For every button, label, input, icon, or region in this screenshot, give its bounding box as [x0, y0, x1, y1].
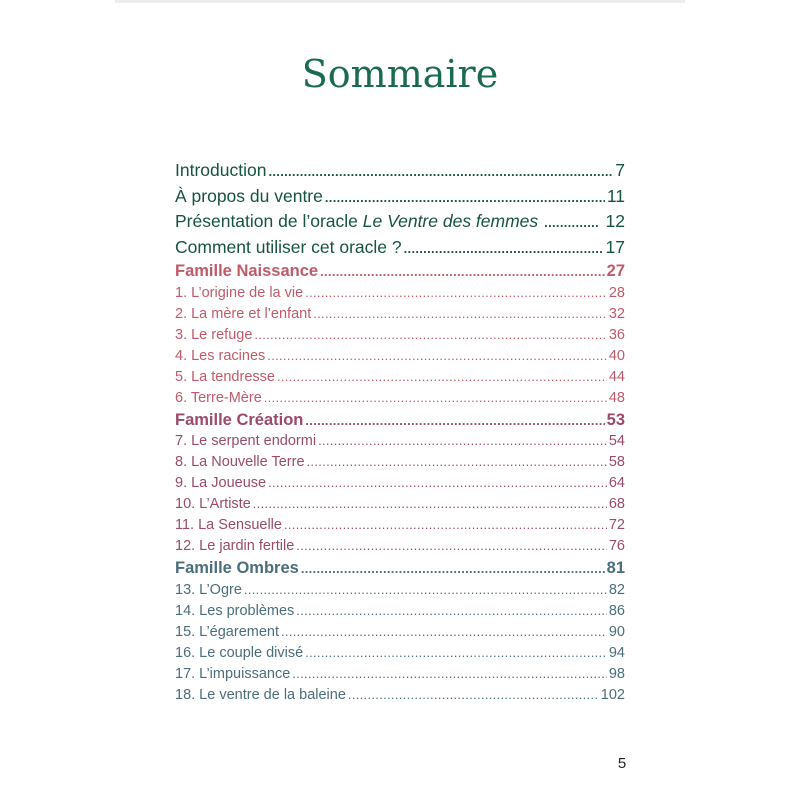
dot-leader [281, 624, 607, 639]
toc-entry-page: 86 [608, 602, 625, 619]
toc-entry[interactable] [175, 306, 625, 327]
toc-entry-label-emphasis: Le Ventre des femmes [362, 211, 539, 231]
toc-family-heading[interactable] [175, 262, 625, 285]
toc-entry-page: 102 [600, 686, 625, 703]
toc-entry-label: À propos du ventre [175, 185, 323, 206]
toc-entry-label: 5. La tendresse [175, 368, 275, 385]
toc-entry-page: 48 [608, 389, 625, 406]
toc-entry-page: 94 [608, 644, 625, 661]
toc-entry-label: 1. L’origine de la vie [175, 284, 304, 301]
toc-entry-a-propos[interactable] [175, 186, 625, 212]
toc-entry-label: 3. Le refuge [175, 326, 253, 343]
toc-entry-label: 15. L’égarement [175, 623, 279, 640]
toc-entry-presentation[interactable] [175, 211, 625, 237]
families-list [175, 262, 625, 708]
toc-entry-label: 2. La mère et l’enfant [175, 305, 312, 322]
dot-leader [305, 285, 607, 300]
dot-leader [305, 413, 604, 428]
toc-family-heading[interactable] [175, 559, 625, 582]
dot-leader [254, 327, 606, 342]
toc-entry-page: 32 [608, 305, 625, 322]
dot-leader [296, 538, 607, 553]
toc-entry-page: 11 [606, 185, 625, 206]
toc-entry[interactable] [175, 475, 625, 496]
toc-entry[interactable] [175, 454, 625, 475]
toc-family-label: Famille Naissance [175, 262, 319, 280]
toc-entry[interactable] [175, 517, 625, 538]
toc-entry-label: 11. La Sensuelle [175, 517, 282, 533]
toc-family-heading[interactable] [175, 411, 625, 434]
table-of-contents [175, 160, 625, 708]
toc-entry[interactable] [175, 348, 625, 369]
toc-entry-page: 28 [608, 284, 625, 301]
toc-entry[interactable] [175, 624, 625, 645]
toc-entry[interactable] [175, 327, 625, 348]
toc-family-label: Famille Ombres [175, 559, 299, 577]
toc-entry-page: 44 [608, 368, 625, 385]
toc-entry[interactable] [175, 666, 625, 687]
toc-entry-page: 98 [608, 665, 625, 682]
toc-entry-label: 10. L’Artiste [175, 496, 251, 512]
toc-entry[interactable] [175, 369, 625, 390]
toc-family-page: 53 [606, 410, 625, 429]
toc-entry-page: 40 [608, 347, 625, 364]
dot-leader [301, 561, 605, 576]
toc-entry-page: 64 [608, 475, 625, 491]
toc-entry-page: 12 [605, 211, 625, 231]
toc-entry[interactable] [175, 645, 625, 666]
toc-entry-page: 58 [608, 454, 625, 470]
toc-entry[interactable] [175, 603, 625, 624]
toc-entry[interactable] [175, 390, 625, 411]
toc-entry-page: 90 [608, 623, 625, 640]
toc-entry-page: 7 [615, 160, 625, 180]
toc-entry-label: 12. Le jardin fertile [175, 538, 295, 554]
toc-entry-label: 16. Le couple divisé [175, 644, 304, 661]
dot-leader [325, 190, 605, 205]
toc-entry-label: 4. Les racines [175, 347, 266, 364]
toc-family-page: 27 [606, 262, 625, 280]
page-number: 5 [617, 755, 627, 772]
dot-leader [268, 475, 607, 490]
toc-entry-page: 68 [608, 496, 625, 512]
dot-leader [292, 666, 607, 681]
dot-leader [244, 582, 607, 597]
toc-entry-label: Introduction [175, 160, 267, 180]
toc-entry-label: 14. Les problèmes [175, 602, 295, 619]
toc-entry-page: 72 [608, 517, 625, 533]
toc-entry-page: 76 [608, 538, 625, 554]
toc-entry-page: 82 [608, 581, 625, 598]
toc-entry-label: 9. La Joueuse [175, 475, 267, 491]
dot-leader [348, 687, 599, 702]
toc-entry[interactable] [175, 538, 625, 559]
dot-leader [318, 433, 607, 448]
toc-entry-page: 36 [608, 326, 625, 343]
dot-leader [277, 369, 607, 384]
toc-entry-page: 17 [605, 236, 625, 257]
toc-family-label: Famille Création [175, 410, 304, 429]
toc-entry-label: 8. La Nouvelle Terre [175, 454, 305, 470]
toc-entry-label [175, 211, 538, 232]
dot-leader [268, 164, 613, 179]
toc-entry[interactable] [175, 285, 625, 306]
toc-entry-page: 54 [608, 433, 625, 449]
dot-leader [307, 454, 607, 469]
toc-entry-introduction[interactable] [175, 160, 625, 186]
dot-leader [404, 241, 604, 256]
toc-entry-label-prefix: Présentation de l’oracle [175, 211, 363, 231]
top-rule [115, 0, 685, 3]
dot-leader [313, 306, 607, 321]
toc-entry-label: Comment utiliser cet oracle ? [175, 236, 402, 257]
toc-entry[interactable] [175, 433, 625, 454]
dot-leader [305, 645, 607, 660]
toc-entry[interactable] [175, 687, 625, 708]
dot-leader [320, 264, 605, 279]
dot-leader [253, 496, 607, 511]
dot-leader [267, 348, 607, 363]
toc-entry-label: 18. Le ventre de la baleine [175, 686, 346, 703]
toc-entry-label: 17. L’impuissance [175, 665, 291, 682]
dot-leader [284, 517, 607, 532]
toc-entry[interactable] [175, 582, 625, 603]
toc-entry-label: 13. L’Ogre [175, 581, 242, 598]
toc-entry-label: 6. Terre-Mère [175, 389, 262, 406]
toc-entry[interactable] [175, 496, 625, 517]
dot-leader [264, 390, 607, 405]
dot-leader [296, 603, 607, 618]
toc-entry-label: 7. Le serpent endormi [175, 433, 317, 449]
toc-family-page: 81 [606, 559, 625, 577]
page-title: Sommaire [301, 52, 499, 96]
dot-leader [544, 215, 597, 230]
toc-entry-comment-utiliser[interactable] [175, 237, 625, 263]
